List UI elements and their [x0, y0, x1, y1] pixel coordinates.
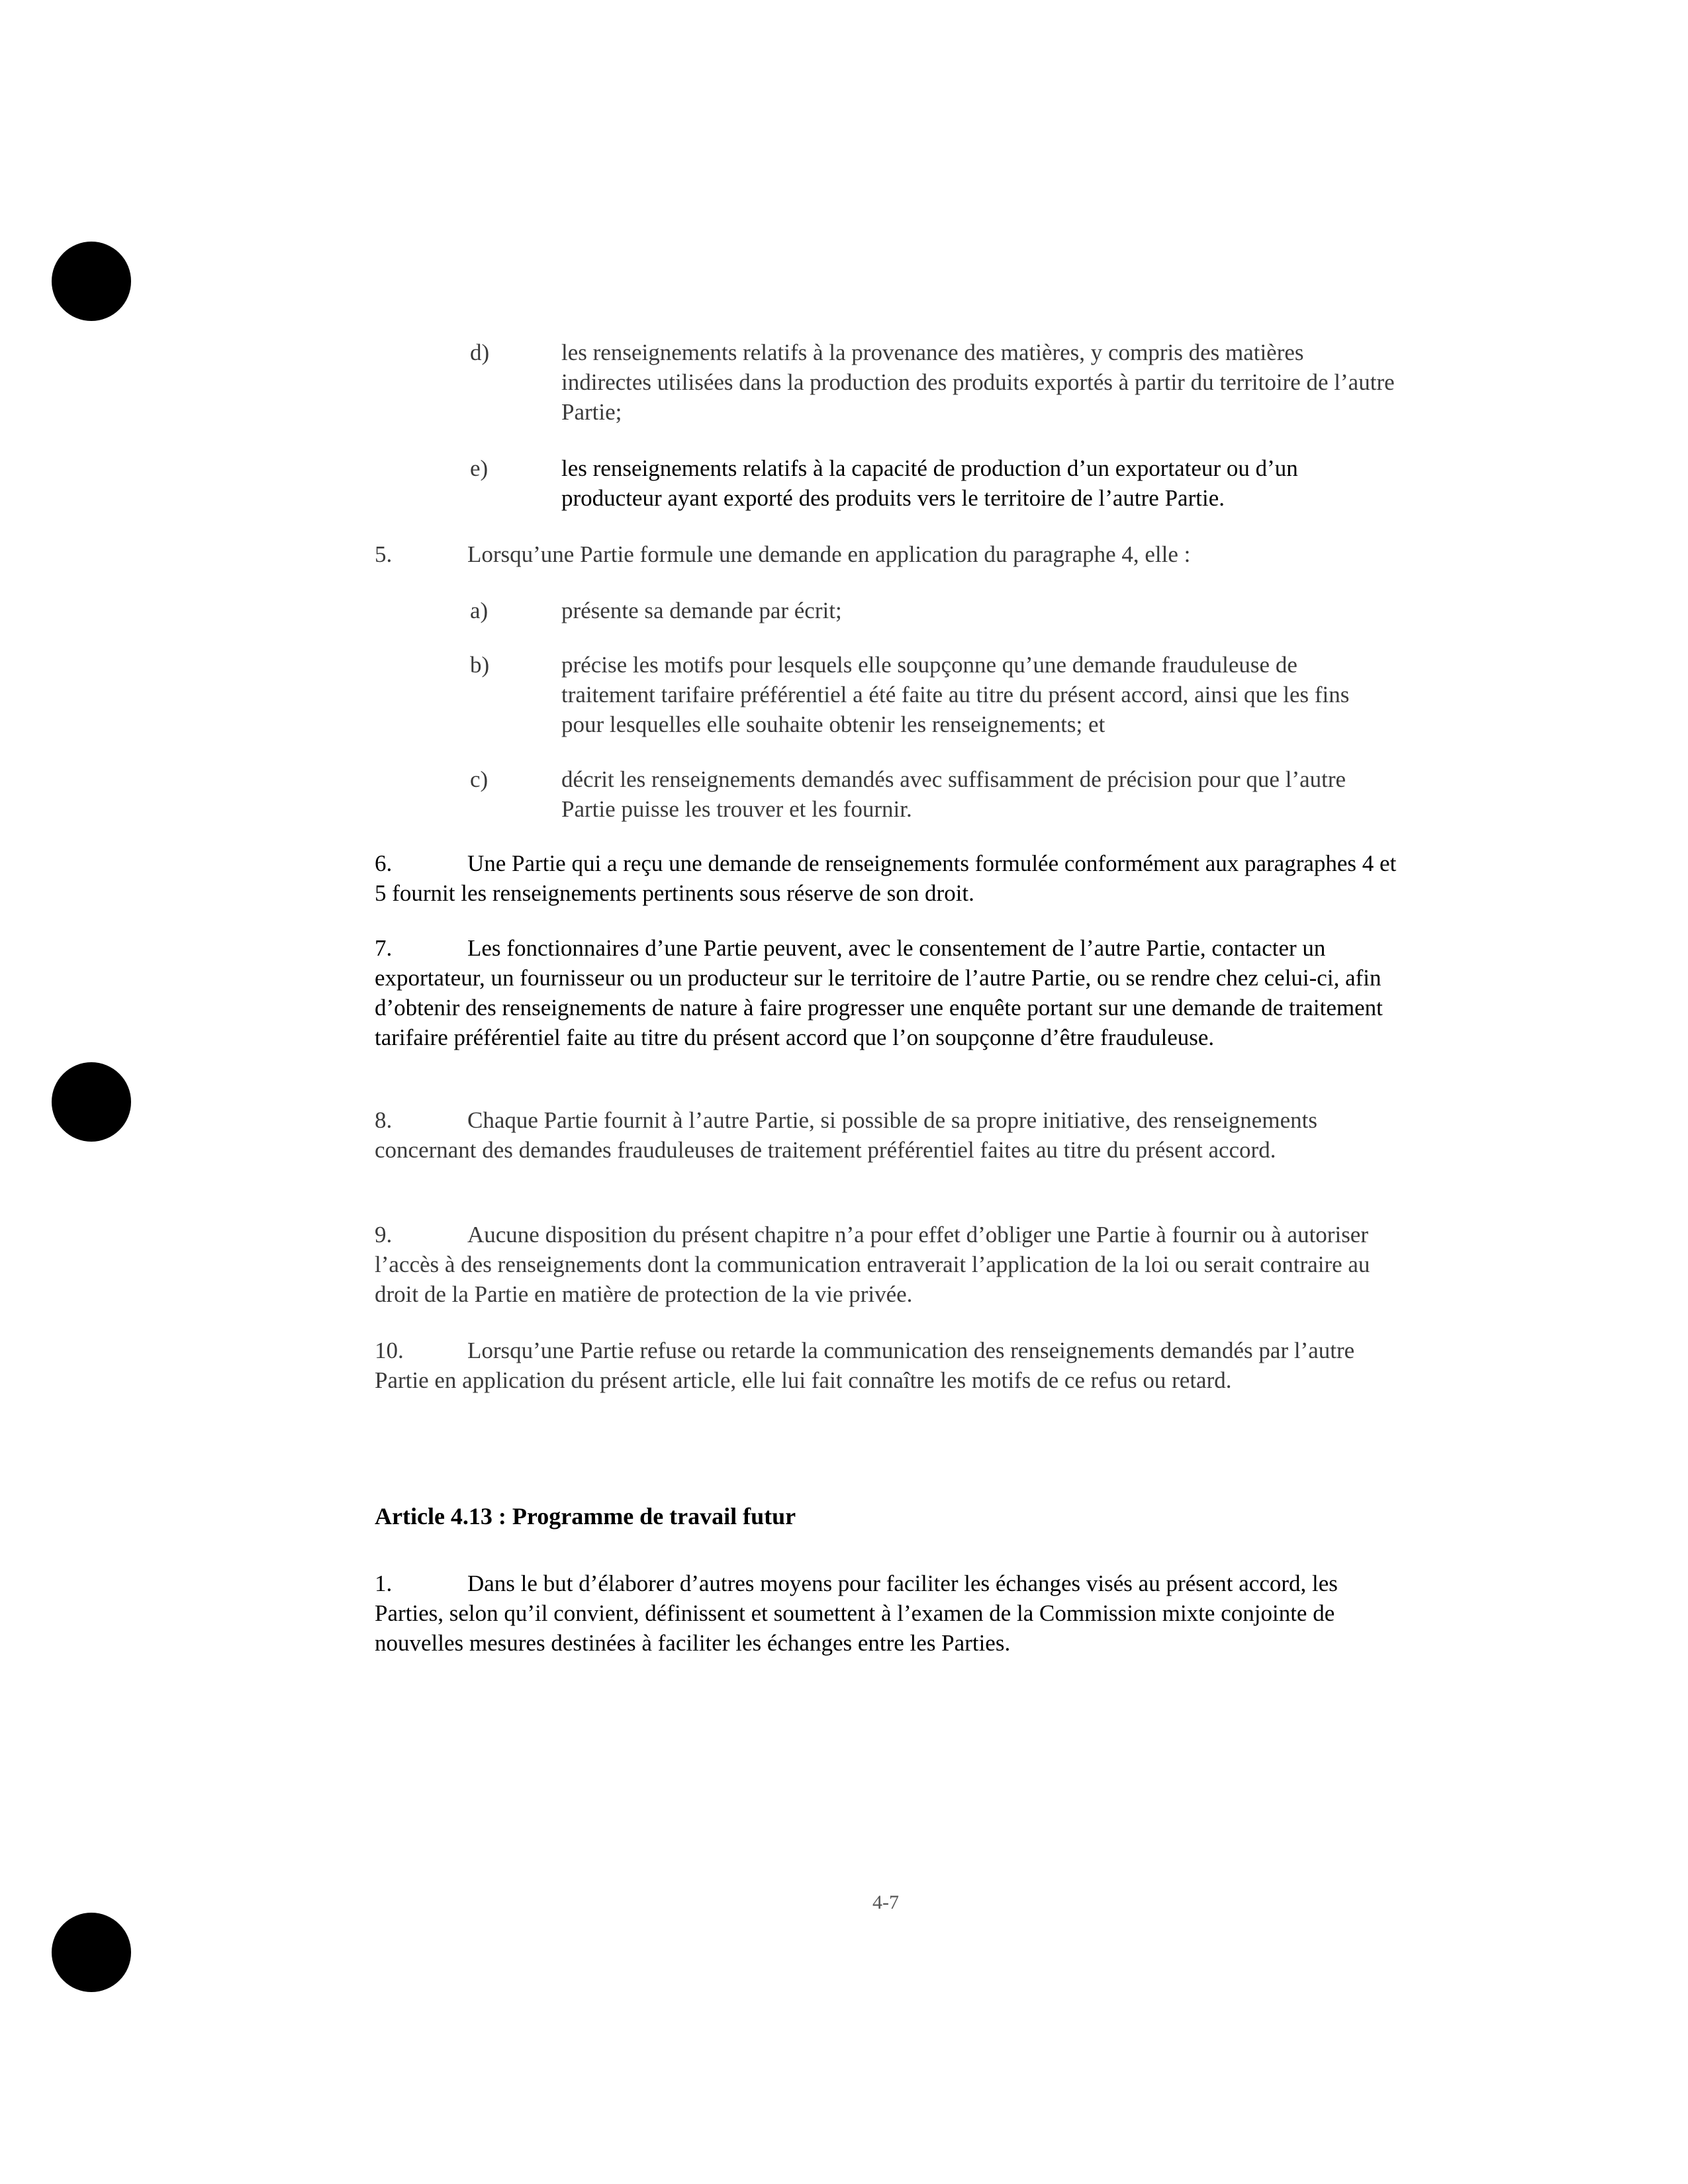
para-10-number: 10.	[375, 1338, 404, 1363]
item-text-e: les renseignements relatifs à la capacité de production d’un exportateur ou d’un producteur ayant exporté des produits vers le territoire de l’autre Partie.	[561, 455, 1298, 511]
item-label-b: b)	[470, 652, 490, 678]
para-6	[375, 848, 1397, 908]
item-text-a: présente sa demande par écrit;	[561, 598, 842, 623]
para-7	[375, 933, 1397, 1052]
item-text-c: décrit les renseignements demandés avec suffisamment de précision pour que l’autre Partie puisse les trouver et les fournir.	[561, 766, 1346, 822]
article-para-1-number: 1.	[375, 1570, 393, 1596]
article-para-1-text: Dans le but d’élaborer d’autres moyens pour faciliter les échanges visés au présent accord, les Parties, selon qu’il convient, définissent et soumettent à l’examen de la Commission mixte conjointe de nouvelles mesures destinées à faciliter les échanges entre les Parties.	[375, 1570, 1338, 1656]
page-number: 4-7	[872, 1891, 899, 1913]
para-8-text: Chaque Partie fournit à l’autre Partie, si possible de sa propre initiative, des renseignements concernant des demandes frauduleuses de traitement préférentiel faites au titre du présent accord.	[375, 1107, 1317, 1163]
para-5-number: 5.	[375, 541, 393, 567]
para-6-number: 6.	[375, 850, 393, 876]
article-para-1	[375, 1569, 1397, 1658]
para-10-text: Lorsqu’une Partie refuse ou retarde la communication des renseignements demandés par l’autre Partie en application du présent article, elle lui fait connaître les motifs de ce refus ou retard.	[375, 1338, 1355, 1393]
item-label-d: d)	[470, 340, 490, 365]
para-9-number: 9.	[375, 1222, 393, 1248]
item-label-a: a)	[470, 598, 489, 623]
para-10	[375, 1336, 1397, 1395]
para-7-text: Les fonctionnaires d’une Partie peuvent, avec le consentement de l’autre Partie, contacter un exportateur, un fournisseur ou un producteur sur le territoire de l’autre Partie, ou se rendre chez celui-ci, afin d’obtenir des renseignements de nature à faire progresser une enquête portant sur une demande de traitement tarifaire préférentiel faite au titre du présent accord que l’on soupçonne d’être frauduleuse.	[375, 935, 1383, 1050]
para-9	[375, 1220, 1397, 1309]
item-text-d: les renseignements relatifs à la provenance des matières, y compris des matières indirectes utilisées dans la production des produits exportés à partir du territoire de l’autre Partie;	[561, 340, 1395, 425]
para-8-number: 8.	[375, 1107, 393, 1133]
item-label-e: e)	[470, 455, 489, 481]
item-label-c: c)	[470, 766, 489, 792]
punch-hole-top	[52, 242, 131, 321]
punch-hole-bottom	[52, 1913, 131, 1992]
para-6-text: Une Partie qui a reçu une demande de renseignements formulée conformément aux paragraphes 4 et 5 fournit les renseignements pertinents sous réserve de son droit.	[375, 850, 1397, 906]
para-5-text: Lorsqu’une Partie formule une demande en application du paragraphe 4, elle :	[467, 541, 1191, 567]
para-8	[375, 1105, 1397, 1165]
item-text-b: précise les motifs pour lesquels elle soupçonne qu’une demande frauduleuse de traitement tarifaire préférentiel a été faite au titre du présent accord, ainsi que les fins pour lesquelles elle souhaite obtenir les renseignements; et	[561, 652, 1350, 737]
punch-hole-middle	[52, 1062, 131, 1142]
para-9-text: Aucune disposition du présent chapitre n’a pour effet d’obliger une Partie à fournir ou à autoriser l’accès à des renseignements dont la communication entraverait l’application de la loi ou serait contraire au droit de la Partie en matière de protection de la vie privée.	[375, 1222, 1370, 1307]
article-heading: Article 4.13 : Programme de travail futur	[375, 1503, 796, 1529]
para-7-number: 7.	[375, 935, 393, 961]
